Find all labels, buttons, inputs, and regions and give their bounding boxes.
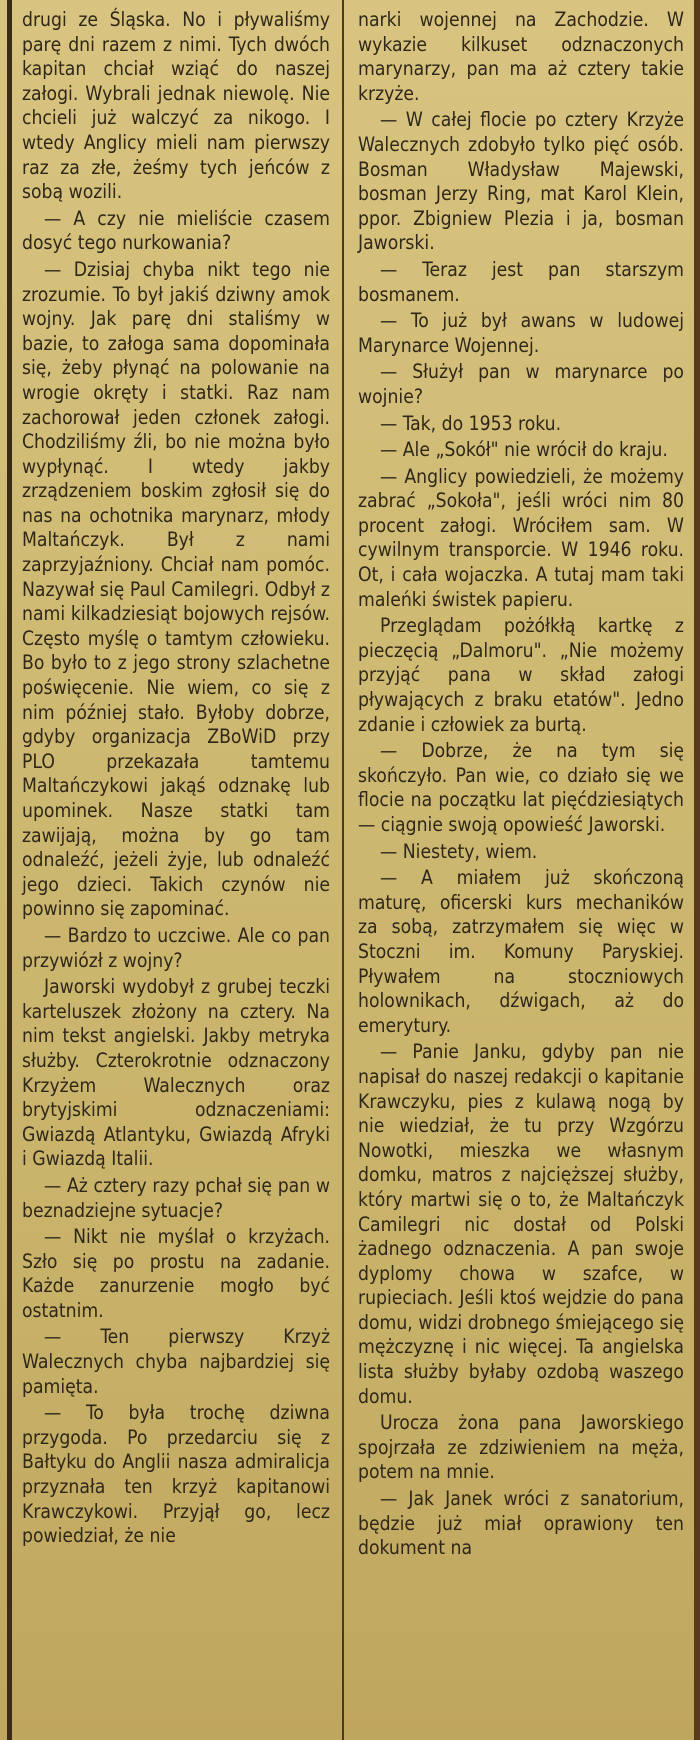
paragraph: — Dobrze, że na tym się skończyło. Pan wie, co działo się we flocie na początku lat pięćdziesiątych — ciągnie swoją opowieść Jaworski. [358,739,684,836]
paragraph: — Dzisiaj chyba nikt tego nie zrozumie. To był jakiś dziwny amok wojny. Jak parę dni staliśmy w bazie, to załoga sama dopominała się, żeby płynąć na polowanie na wrogie okręty i statki. Raz nam zachorował jeden członek załogi. Chodziliśmy źli, bo nie można było wypłynąć. I wtedy jakby zrządzeniem boskim zgłosił się do nas na ochotnika marynarz, młody Maltańczyk. Był z nami zaprzyjaźniony. Chciał nam pomóc. Nazywał się Paul Camilegri. Odbył z nami kilkadziesiąt bojowych rejsów. Często myślę o tamtym człowieku. Bo było to z jego strony szlachetne poświęcenie. Nie wiem, co się z nim później stało. Byłoby dobrze, gdyby organizacja ZBoWiD przy PLO przekazała tamtemu Maltańczykowi jakąś odznakę lub upominek. Nasze statki tam zawijają, można by go tam odnaleźć, jeżeli żyje, lub odnaleźć jego dzieci. Takich czynów nie powinno się zapominać. [22,257,330,921]
paragraph: — A czy nie mieliście czasem dosyć tego nurkowania? [22,206,330,255]
paragraph: — Niestety, wiem. [380,839,538,863]
article-column-right [358,8,684,1740]
paragraph: narki wojennej na Zachodzie. W wykazie kilkuset odznaczonych marynarzy, pan ma aż cztery takie krzyże. [358,8,684,105]
paragraph: — Aż cztery razy pchał się pan w beznadziejne sytuacje? [22,1173,330,1222]
paragraph: — Służył pan w marynarce po wojnie? [358,360,684,408]
paragraph: drugi ze Śląska. No i pływaliśmy parę dni razem z nimi. Tych dwóch kapitan chciał wziąć do naszej załogi. Wybrali jednak niewolę. Nie chcieli już walczyć za nikogo. I wtedy Anglicy mieli nam pierwszy raz za złe, żeśmy tych jeńców z sobą wozili. [22,8,330,204]
paragraph: — A miałem już skończoną maturę, oficerski kurs mechaników za sobą, zatrzymałem się więc w Stoczni im. Komuny Paryskiej. Pływałem na stoczniowych holownikach, dźwigach, aż do emerytury. [358,866,684,1037]
paragraph: — To była trochę dziwna przygoda. Po przedarciu się z Bałtyku do Anglii nasza admiralicja przyznała ten krzyż kapitanowi Krawczykowi. Przyjął go, lecz powiedział, że nie [22,1401,330,1548]
paragraph: — Jak Janek wróci z sanatorium, będzie już miał oprawiony ten dokument na [358,1487,684,1560]
paragraph: Przeglądam pożółkłą kartkę z pieczęcią „Dalmoru". „Nie możemy przyjąć pana w skład załogi pływających z braku etatów". Jedno zdanie i człowiek za burtą. [358,614,684,736]
paragraph: — To już był awans w ludowej Marynarce Wojennej. [358,309,684,357]
paragraph: Jaworski wydobył z grubej teczki karteluszek złożony na cztery. Na nim tekst angielski. Jakby metryka służby. Czterokrotnie odznaczony Krzyżem Walecznych oraz brytyjskimi odznaczeniami: Gwiazdą Atlantyku, Gwiazdą Afryki i Gwiazdą Italii. [22,975,330,1171]
paragraph: — Teraz jest pan starszym bosmanem. [358,257,684,306]
article-column-left [22,8,330,1740]
paragraph: — Ale „Sokół" nie wrócił do kraju. [380,438,668,462]
column-divider [342,0,344,1740]
paragraph: — Anglicy powiedzieli, że możemy zabrać „Sokoła", jeśli wróci nim 80 procent załogi. Wróciłem sam. W cywilnym transporcie. W 1946 roku. Ot, i cała wojaczka. A tutaj mam taki maleńki świstek papieru. [358,464,684,611]
paragraph: — Nikt nie myślał o krzyżach. Szło się po prostu na zadanie. Każde zanurzenie mogło być ostatnim. [22,1225,330,1322]
clipping-right-edge [694,0,700,1740]
paragraph: — Panie Janku, gdyby pan nie napisał do naszej redakcji o kapitanie Krawczyku, pies z kulawą nogą by nie wiedział, że tu przy Wzgórzu Nowotki, mieszka we własnym domku, matros z najcięższej służby, który martwi się o to, że Maltańczyk Camilegri nic dostał od Polski żadnego odznaczenia. A pan swoje dyplomy chowa w szafce, w rupieciach. Jeśli ktoś wejdzie do pana domu, widzi drobnego śmiejącego się mężczyznę i nic więcej. Ta angielska lista służby byłaby ozdobą waszego domu. [358,1040,684,1408]
paragraph: — Bardzo to uczciwe. Ale co pan przywiózł z wojny? [22,923,330,972]
paragraph: — W całej flocie po cztery Krzyże Walecznych zdobyło tylko pięć osób. Bosman Władysław Majewski, bosman Jerzy Ring, mat Karol Klein, ppor. Zbigniew Plezia i ja, bosman Jaworski. [358,108,684,255]
paragraph: — Tak, do 1953 roku. [380,411,562,435]
clipping-left-edge [7,0,12,1740]
paragraph: — Ten pierwszy Krzyż Walecznych chyba najbardziej się pamięta. [22,1325,330,1398]
paragraph: Urocza żona pana Jaworskiego spojrzała ze zdziwieniem na męża, potem na mnie. [358,1411,684,1484]
